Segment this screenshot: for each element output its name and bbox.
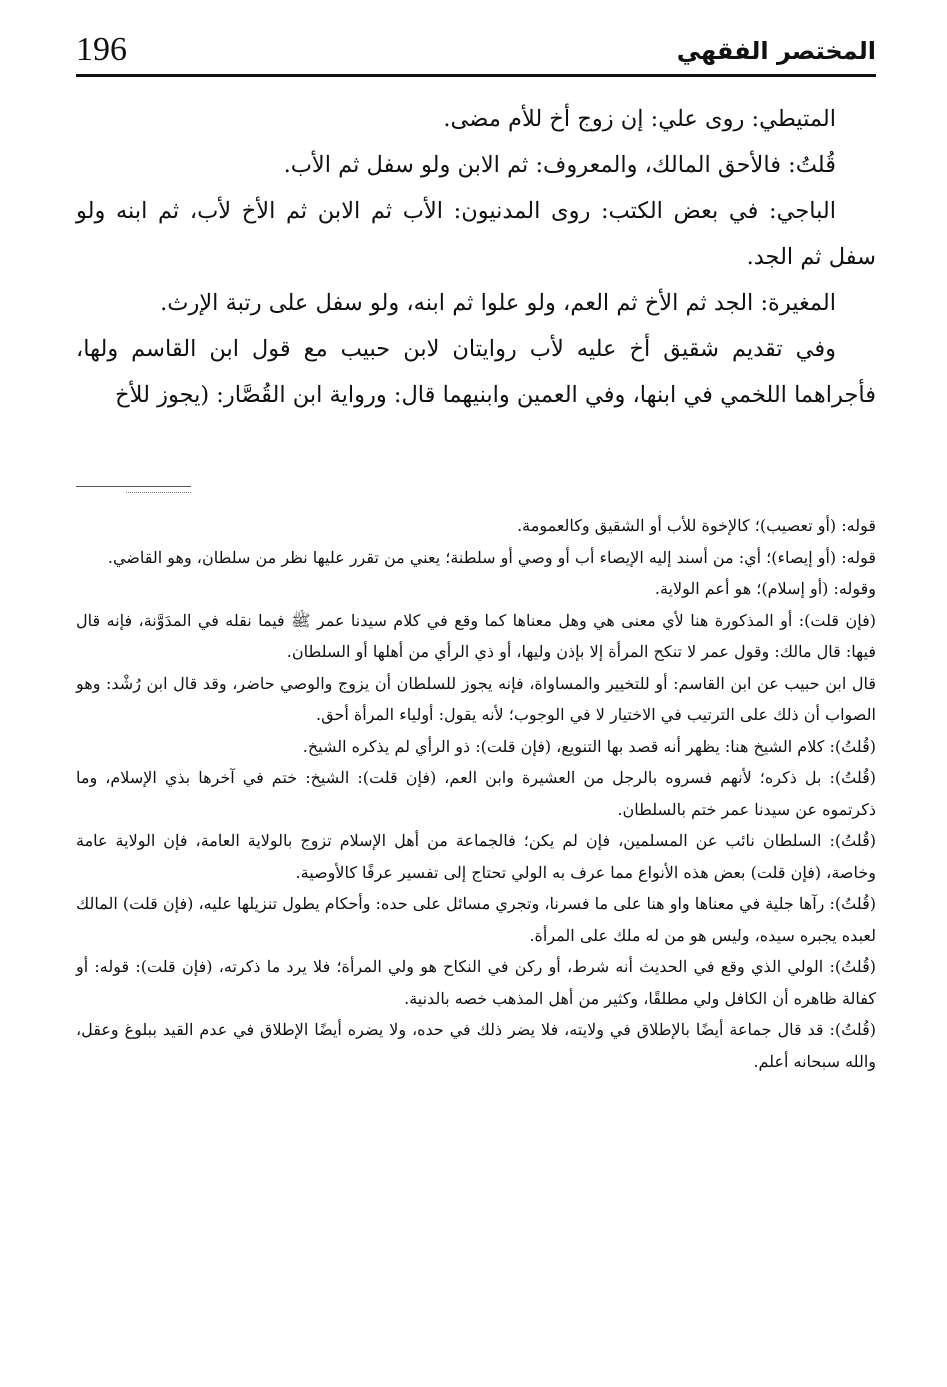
footnote-paragraph: (قُلتُ): رآها جلية في معناها واو هنا على ما فسرنا، وتجري مسائل على حده: وأحكام يطول تنزيلها عليه، (فإن قلت) المالك لعبده يجبره سيده، وليس هو من له ملك على المرأة. <box>76 894 876 945</box>
main-paragraph: وفي تقديم شقيق أخ عليه لأب روايتان لابن حبيب مع قول ابن القاسم ولها، فأجراهما اللخمي في ابنها، وفي العمين وابنيهما قال: ورواية ابن القُصَّار: (يجوز للأخ <box>76 336 876 408</box>
footnote-paragraph: قوله: (أو إيصاء)؛ أي: من أسند إليه الإيصاء أب أو وصي أو سلطنة؛ يعني من تقرر عليها نظر من سلطان، وهو القاضي. <box>107 547 876 567</box>
header-rule <box>76 74 876 77</box>
footnote-paragraph: (قُلتُ): قد قال جماعة أيضًا بالإطلاق في ولايته، فلا يضر ذلك في حده، ولا يضره أيضًا الإطلاق في عدم القيد ببلوغ وعقل، والله سبحانه أعلم. <box>76 1020 876 1071</box>
main-paragraph: الباجي: في بعض الكتب: روى المدنيون: الأب ثم الابن ثم الأخ لأب، ثم ابنه ولو سفل ثم الجد. <box>76 198 876 270</box>
main-paragraph: المغيرة: الجد ثم الأخ ثم العم، ولو علوا ثم ابنه، ولو سفل على رتبة الإرث. <box>160 290 836 316</box>
page-header <box>76 30 876 82</box>
footnote-divider-dotted <box>126 492 191 493</box>
footnote-paragraph: قال ابن حبيب عن ابن القاسم: أو للتخيير والمساواة، فإنه يجوز للسلطان أن يزوج والوصي حاضر، وقد قال ابن رُشْد: وهو الصواب أن ذلك على الترتيب في الاختيار لا في الوجوب؛ لأنه يقول: أولياء المرأة أحق. <box>76 673 876 724</box>
page-number: 196 <box>76 31 127 68</box>
main-paragraph: قُلتُ: فالأحق المالك، والمعروف: ثم الابن ولو سفل ثم الأب. <box>283 152 836 178</box>
footnote-paragraph: (قُلتُ): كلام الشيخ هنا: يظهر أنه قصد بها التنويع، (فإن قلت): ذو الرأي لم يذكره الشيخ. <box>302 736 876 756</box>
footnote-paragraph: (قُلتُ): السلطان نائب عن المسلمين، فإن لم يكن؛ فالجماعة من أهل الإسلام تزوج بالولاية العامة، فإن الولاية عامة وخاصة، (فإن قلت) بعض هذه الأنواع مما عرف به الولي تحتاج إلى تفسير عرفًا كالأوصية. <box>76 831 876 882</box>
main-text <box>76 96 876 418</box>
footnote-paragraph: (قُلتُ): بل ذكره؛ لأنهم فسروه بالرجل من العشيرة وابن العم، (فإن قلت): الشيخ: ختم في آخرها بذي الإسلام، وما ذكرتموه عن سيدنا عمر ختم بالسلطان. <box>76 768 877 819</box>
book-title: المختصر الفقهي <box>676 37 876 65</box>
footnote-paragraph: قوله: (أو تعصيب)؛ كالإخوة للأب أو الشقيق وكالعمومة. <box>517 516 876 535</box>
footnote-paragraph: (قُلتُ): الولي الذي وقع في الحديث أنه شرط، أو ركن في النكاح هو ولي المرأة؛ فلا يرد ما ذكرته، (فإن قلت): قوله: أو كفالة ظاهره أن الكافل ولي مطلقًا، وكثير من أهل المذهب خصه بالدنية. <box>76 957 876 1008</box>
footnotes <box>76 510 876 1077</box>
footnote-paragraph: وقوله: (أو إسلام)؛ هو أعم الولاية. <box>654 579 876 598</box>
book-page <box>76 30 876 1360</box>
main-paragraph: المتيطي: روى علي: إن زوج أخ للأم مضى. <box>443 106 836 132</box>
footnote-divider <box>76 486 191 487</box>
footnote-paragraph: (فإن قلت): أو المذكورة هنا لأي معنى هي وهل معناها كما وقع في كلام سيدنا عمر ﷺ فيما نقله في المدَوَّنة، فإنه قال فيها: قال مالك: وقول عمر لا تنكح المرأة إلا بإذن وليها، أو ذي الرأي من أهلها أو السلطان. <box>76 610 876 661</box>
